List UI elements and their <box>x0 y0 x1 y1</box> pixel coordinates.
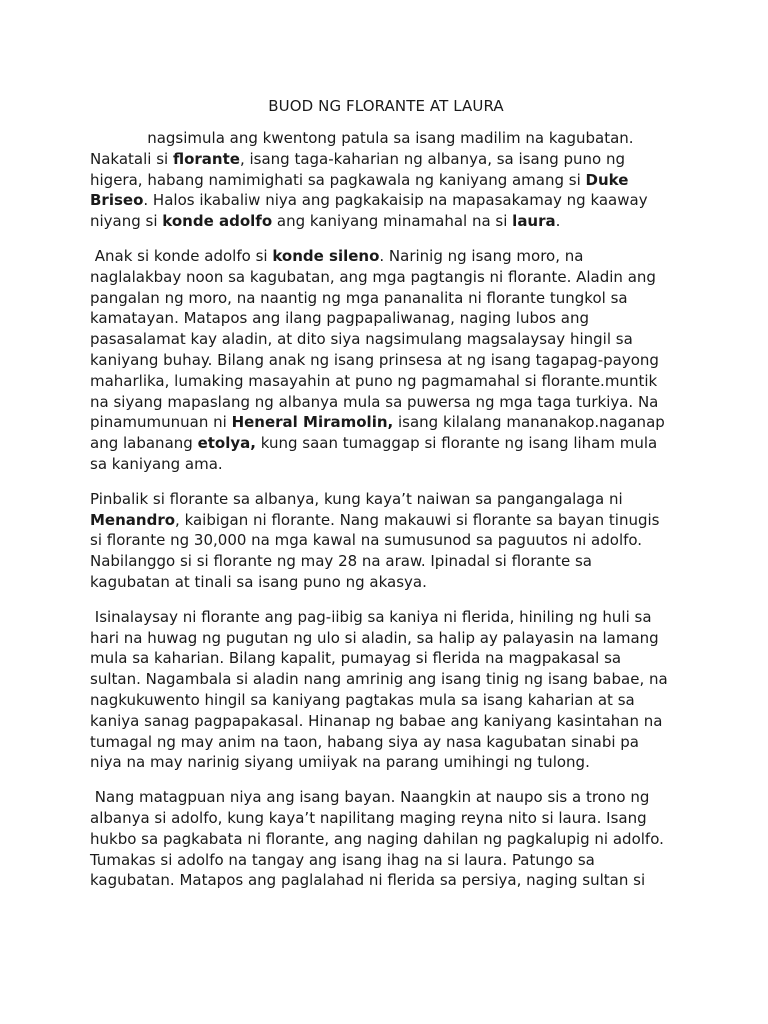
text-line <box>90 787 682 808</box>
bold-text: Heneral Miramolin, <box>231 413 394 432</box>
text-line <box>90 829 682 850</box>
bold-text: Menandro <box>90 510 176 529</box>
text-run: isang kilalang mananakop.naganap <box>393 413 665 432</box>
bold-text: konde adolfo <box>162 212 273 231</box>
text-run: kung saan tumaggap si florante ng isang liham mula <box>255 434 658 453</box>
text-run: pinamumunuan ni <box>90 413 232 432</box>
text-run: Nabilanggo si si florante ng may 28 na araw. Ipinadal si florante sa <box>90 552 592 571</box>
text-run: , kaibigan ni florante. Nang makauwi si florante sa bayan tinugis <box>175 510 660 529</box>
bold-text: Duke <box>585 170 629 189</box>
bold-text: laura <box>512 212 556 231</box>
text-run: Pinbalik si florante sa albanya, kung kaya’t naiwan sa pangangalaga ni <box>90 489 623 508</box>
text-run: . Narinig ng isang moro, na <box>379 246 584 265</box>
paragraph <box>90 607 682 773</box>
text-line <box>90 412 682 433</box>
paragraph <box>90 246 682 475</box>
text-run: hukbo sa pagkabata ni florante, ang naging dahilan ng pagkalupig ni adolfo. <box>90 829 664 848</box>
text-run: mula sa kaharian. Bilang kapalit, pumayag si flerida na magpakasal sa <box>90 649 622 668</box>
text-line <box>90 690 682 711</box>
text-line <box>90 433 682 454</box>
text-line <box>90 732 682 753</box>
text-line <box>90 246 682 267</box>
text-run: maharlika, lumaking masayahin at puno ng pagmamahal si florante.muntik <box>90 371 658 390</box>
text-line <box>90 392 682 413</box>
text-run: kamatayan. Matapos ang ilang pagpapaliwanag, naging lubos ang <box>90 309 589 328</box>
text-line <box>90 454 682 475</box>
text-line <box>90 572 682 593</box>
text-run: Isinalaysay ni florante ang pag-iibig sa kaniya ni flerida, hiniling ng huli sa <box>90 607 652 626</box>
text-line <box>90 648 682 669</box>
text-line <box>90 211 682 232</box>
text-run: , isang taga-kaharian ng albanya, sa isang puno ng <box>239 149 625 168</box>
text-run: tumagal ng may anim na taon, habang siya ay nasa kagubatan sinabi pa <box>90 732 639 751</box>
text-run: kaniya sanag pagpapakasal. Hinanap ng babae ang kaniyang kasintahan na <box>90 711 663 730</box>
document-body <box>90 128 682 891</box>
text-run: kagubatan at tinali sa isang puno ng akasya. <box>90 572 427 591</box>
text-run: nagkukuwento hingil sa kaniyang pagtakas mula sa isang kaharian at sa <box>90 690 635 709</box>
text-line <box>90 267 682 288</box>
document-title: BUOD NG FLORANTE AT LAURA <box>268 97 504 115</box>
paragraph <box>90 489 682 593</box>
text-run: niyang si <box>90 212 163 231</box>
text-line <box>90 308 682 329</box>
text-line <box>90 371 682 392</box>
text-line <box>90 711 682 732</box>
document-page <box>90 96 682 905</box>
text-run: kaniyang buhay. Bilang anak ng isang prinsesa at ng isang tagapag-payong <box>90 350 659 369</box>
paragraph <box>90 128 682 232</box>
text-run: pasasalamat kay aladin, at dito siya nagsimulang magsalaysay hingil sa <box>90 330 633 349</box>
text-run: Tumakas si adolfo na tangay ang isang ihag na si laura. Patungo sa <box>90 850 595 869</box>
text-line <box>90 350 682 371</box>
text-line <box>90 628 682 649</box>
text-line <box>90 850 682 871</box>
text-run: pangalan ng moro, na naantig ng mga pananalita ni florante tungkol sa <box>90 288 628 307</box>
text-line <box>90 288 682 309</box>
text-run: Anak si konde adolfo si <box>90 246 273 265</box>
paragraph <box>90 787 682 891</box>
bold-text: etolya, <box>197 434 256 453</box>
text-run: kagubatan. Matapos ang paglalahad ni flerida sa persiya, naging sultan si <box>90 871 646 890</box>
text-line <box>90 510 682 531</box>
text-run: naglalakbay noon sa kagubatan, ang mga pagtangis ni florante. Aladin ang <box>90 267 656 286</box>
text-run: hari na huwag ng pugutan ng ulo si aladin, sa halip ay palayasin na lamang <box>90 628 659 647</box>
text-line <box>90 752 682 773</box>
text-line <box>90 530 682 551</box>
text-run: albanya si adolfo, kung kaya’t napilitang maging reyna nito si laura. Isang <box>90 808 647 827</box>
text-run: sa kaniyang ama. <box>90 454 223 473</box>
text-run: si florante ng 30,000 na mga kawal na sumusunod sa paguutos ni adolfo. <box>90 531 643 550</box>
text-run: ang labanang <box>90 434 198 453</box>
text-run: nagsimula ang kwentong patula sa isang madilim na kagubatan. <box>90 129 634 147</box>
bold-text: Briseo <box>90 191 144 210</box>
text-line <box>90 489 682 510</box>
text-run: sultan. Nagambala si aladin nang amrinig ang isang tinig ng isang babae, na <box>90 670 668 689</box>
bold-text: florante <box>172 149 240 168</box>
text-line <box>90 669 682 690</box>
text-run: na siyang mapaslang ng albanya mula sa puwersa ng mga taga turkiya. Na <box>90 392 659 411</box>
text-run: higera, habang namimighati sa pagkawala ng kaniyang amang si <box>90 170 586 189</box>
text-line <box>90 329 682 350</box>
text-line <box>90 128 682 149</box>
text-run: . <box>555 212 561 231</box>
bold-text: konde sileno <box>272 246 380 265</box>
text-line <box>90 870 682 891</box>
text-run: . Halos ikabaliw niya ang pagkakaisip na mapasakamay ng kaaway <box>143 191 648 210</box>
text-line <box>90 170 682 191</box>
text-line <box>90 808 682 829</box>
text-line <box>90 190 682 211</box>
text-line <box>90 607 682 628</box>
text-line <box>90 149 682 170</box>
text-run: Nang matagpuan niya ang isang bayan. Naangkin at naupo sis a trono ng <box>90 788 650 807</box>
text-run: ang kaniyang minamahal na si <box>272 212 513 231</box>
text-line <box>90 551 682 572</box>
text-run: Nakatali si <box>90 149 173 168</box>
text-run: niya na may narinig siyang umiiyak na parang umihingi ng tulong. <box>90 753 590 772</box>
